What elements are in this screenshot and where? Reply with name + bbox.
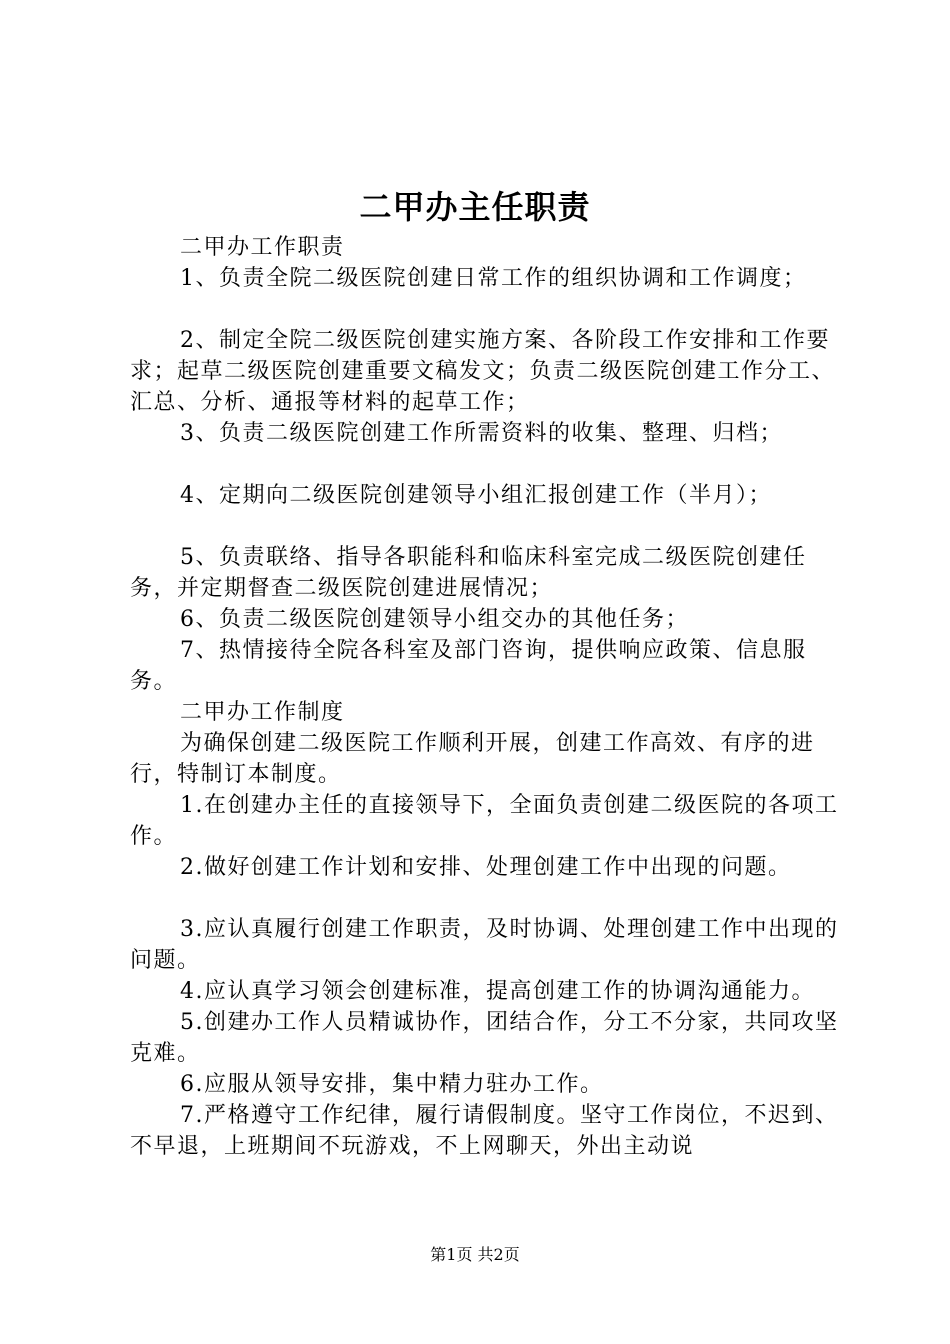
rule-item-1: 1.在创建办主任的直接领导下，全面负责创建二级医院的各项工作。 [130, 793, 839, 849]
document-title: 二甲办主任职责 [359, 188, 591, 226]
duty-item-6: 6、负责二级医院创建领导小组交办的其他任务； [180, 607, 689, 632]
rule-item-7: 7.严格遵守工作纪律，履行请假制度。坚守工作岗位，不迟到、不早退，上班期间不玩游戏，不上网聊天，外出主动说 [130, 1103, 839, 1159]
duty-item-3: 3、负责二级医院创建工作所需资料的收集、整理、归档； [180, 421, 783, 446]
rule-item-6: 6.应服从领导安排，集中精力驻办工作。 [180, 1072, 604, 1097]
duty-item-5: 5、负责联络、指导各职能科和临床科室完成二级医院创建任务，并定期督查二级医院创建进展情况； [130, 545, 807, 601]
section-heading-duties: 二甲办工作职责 [180, 235, 345, 260]
document-body [130, 232, 845, 1162]
rules-intro: 为确保创建二级医院工作顺利开展，创建工作高效、有序的进行，特制订本制度。 [130, 731, 815, 787]
rule-item-2: 2.做好创建工作计划和安排、处理创建工作中出现的问题。 [180, 855, 792, 880]
rule-item-3: 3.应认真履行创建工作职责，及时协调、处理创建工作中出现的问题。 [130, 917, 839, 973]
duty-item-7: 7、热情接待全院各科室及部门咨询，提供响应政策、信息服务。 [130, 638, 807, 694]
page-footer: 第1页 共2页 [430, 1245, 520, 1264]
duty-item-4: 4、定期向二级医院创建领导小组汇报创建工作（半月）； [180, 483, 772, 508]
duty-item-1: 1、负责全院二级医院创建日常工作的组织协调和工作调度； [180, 266, 807, 291]
rule-item-4: 4.应认真学习领会创建标准，提高创建工作的协调沟通能力。 [180, 979, 815, 1004]
duty-item-2: 2、制定全院二级医院创建实施方案、各阶段工作安排和工作要求；起草二级医院创建重要文稿发文；负责二级医院创建工作分工、汇总、分析、通报等材料的起草工作； [130, 328, 836, 415]
section-heading-rules: 二甲办工作制度 [180, 700, 345, 725]
rule-item-5: 5.创建办工作人员精诚协作，团结合作，分工不分家，共同攻坚克难。 [130, 1010, 839, 1066]
